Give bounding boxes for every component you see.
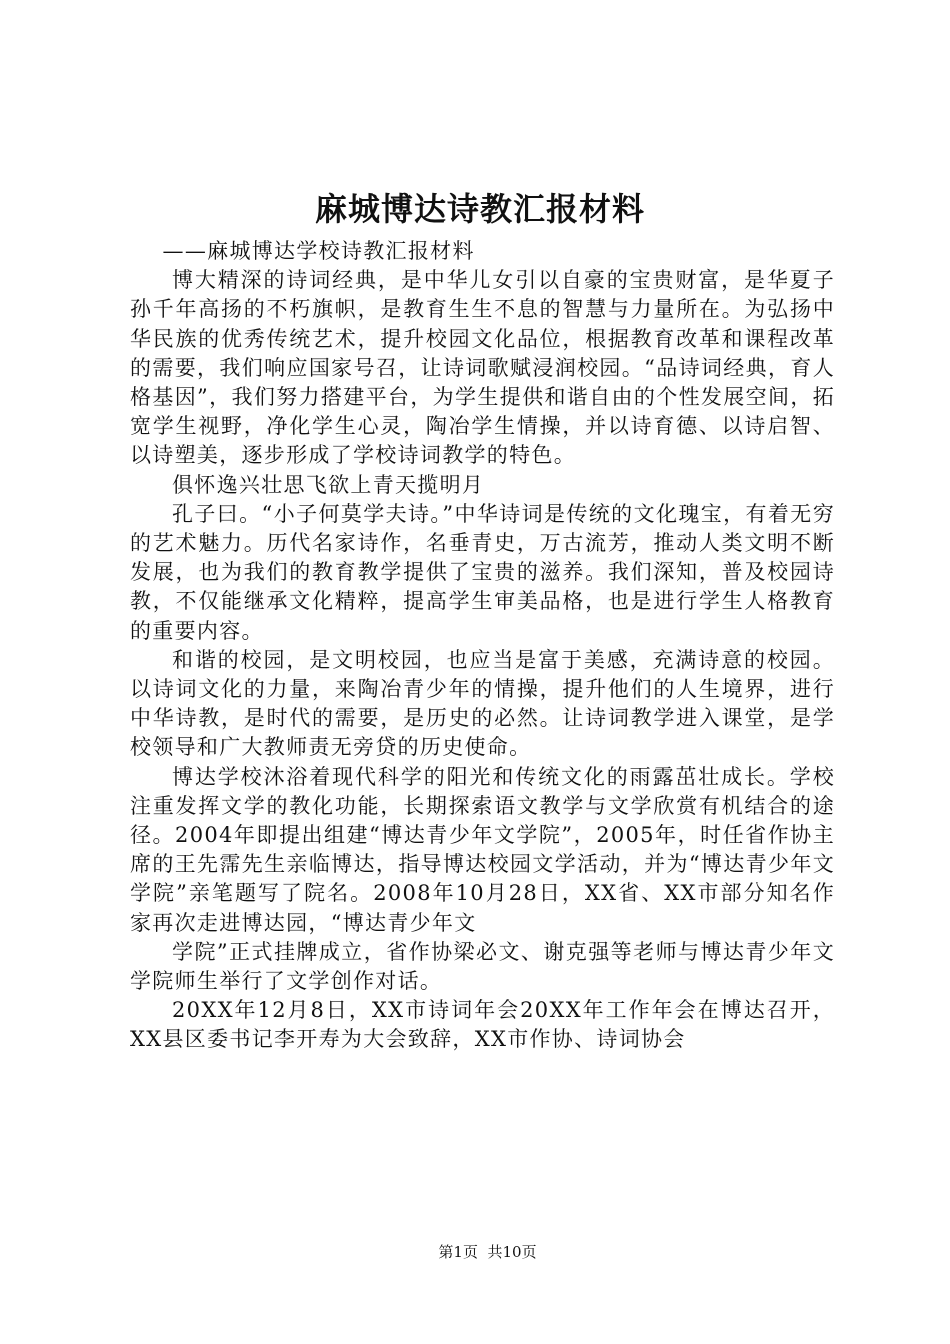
- paragraph: 孔子曰。“小子何莫学夫诗。”中华诗词是传统的文化瑰宝，有着无穷的艺术魅力。历代名家诗作，名垂青史，万古流芳，推动人类文明不断发展，也为我们的教育教学提供了宝贵的滋养。我们深知，普及校园诗教，不仅能继承文化精粹，提高学生审美品格，也是进行学生人格教育的重要内容。: [130, 501, 835, 643]
- document-subtitle: ——麻城博达学校诗教汇报材料: [162, 239, 475, 263]
- paragraph: 博大精深的诗词经典，是中华儿女引以自豪的宝贵财富，是华夏子孙千年高扬的不朽旗帜，是教育生生不息的智慧与力量所在。为弘扬中华民族的优秀传统艺术，提升校园文化品位，根据教育改革和课程改革的需要，我们响应国家号召，让诗词歌赋浸润校园。“品诗词经典，育人格基因”，我们努力搭建平台，为学生提供和谐自由的个性发展空间，拓宽学生视野，净化学生心灵，陶冶学生情操，并以诗育德、以诗启智、以诗塑美，逐步形成了学校诗词教学的特色。: [130, 268, 835, 468]
- paragraph: 俱怀逸兴壮思飞欲上青天揽明月: [172, 472, 485, 497]
- document-title: 麻城博达诗教汇报材料: [314, 190, 645, 228]
- page-number-footer: 第1页 共10页: [438, 1243, 537, 1261]
- document-body: [130, 237, 835, 1055]
- paragraph: 博达学校沐浴着现代科学的阳光和传统文化的雨露茁壮成长。学校注重发挥文学的教化功能，长期探索语文教学与文学欣赏有机结合的途径。2004年即提出组建“博达青少年文学院”，2005年，时任省作协主席的王先霈先生亲临博达，指导博达校园文学活动，并为“博达青少年文学院”亲笔题写了院名。2008年10月28日，XX省、XX市部分知名作家再次走进博达园，“博达青少年文: [130, 764, 835, 935]
- paragraph: 学院”正式挂牌成立，省作协梁必文、谢克强等老师与博达青少年文学院师生举行了文学创作对话。: [130, 939, 835, 994]
- paragraph: 20XX年12月8日，XX市诗词年会20XX年工作年会在博达召开，XX县区委书记李开寿为大会致辞，XX市作协、诗词协会: [130, 998, 835, 1052]
- paragraph: 和谐的校园，是文明校园，也应当是富于美感，充满诗意的校园。以诗词文化的力量，来陶冶青少年的情操，提升他们的人生境界，进行中华诗教，是时代的需要，是历史的必然。让诗词教学进入课堂，是学校领导和广大教师责无旁贷的历史使命。: [130, 647, 835, 760]
